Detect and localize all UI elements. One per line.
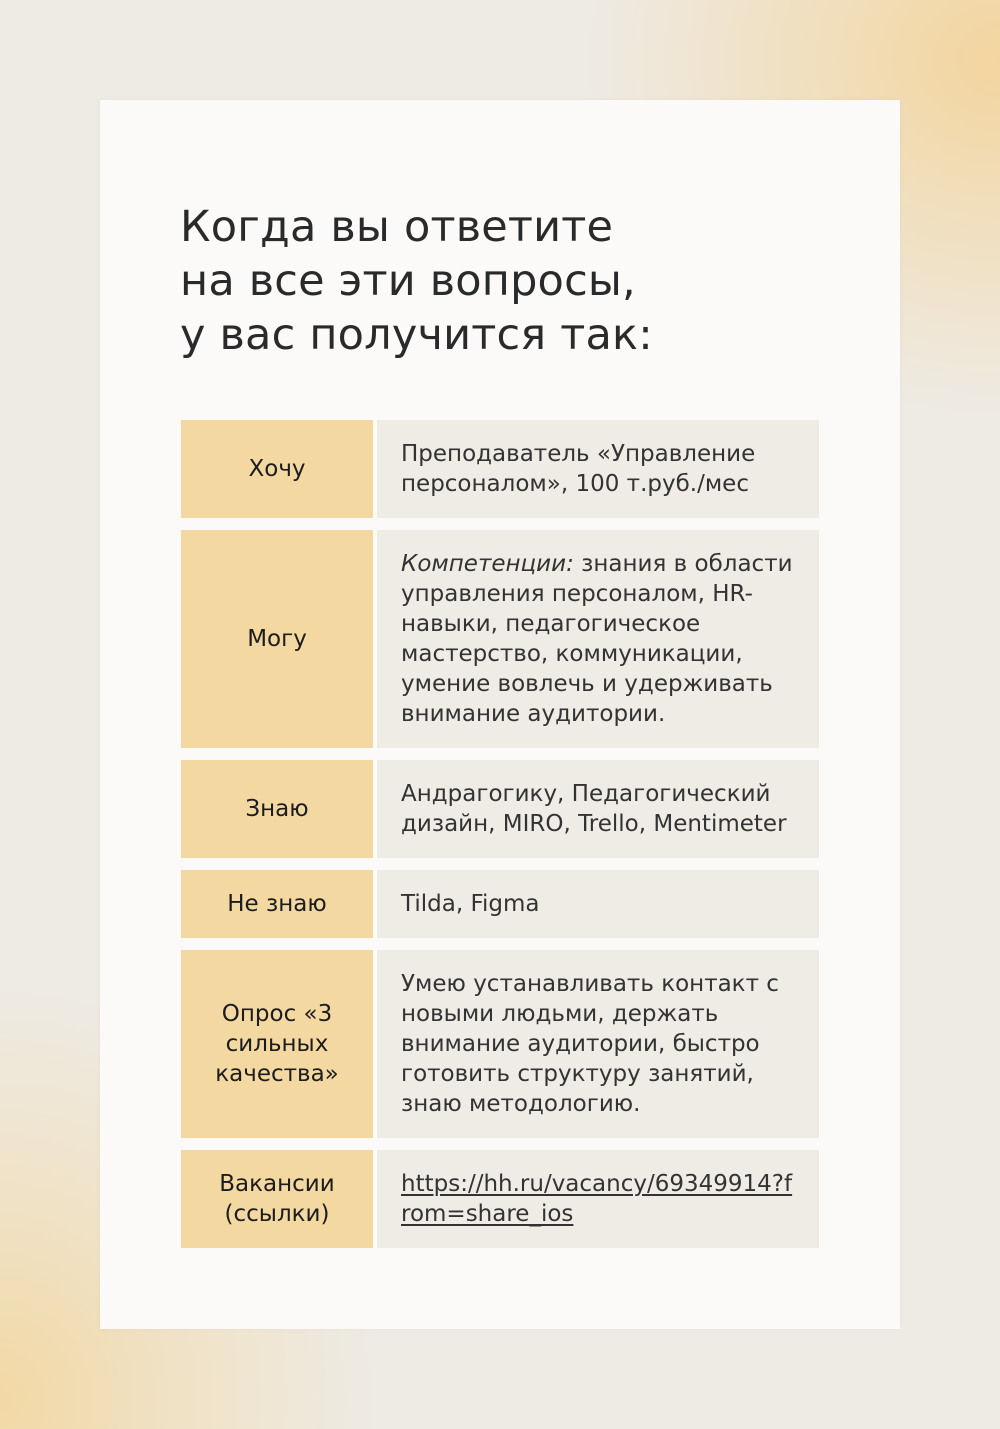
row-survey	[181, 950, 819, 1138]
row-vacancies	[181, 1150, 819, 1248]
row-label-know: Знаю	[181, 760, 373, 858]
vacancy-link[interactable]: https://hh.ru/vacancy/69349914?from=share_ios	[401, 1171, 793, 1227]
row-dont-know	[181, 870, 819, 938]
page-title	[180, 200, 820, 362]
row-label-vacancies: Вакансии (ссылки)	[181, 1150, 373, 1248]
can-text	[401, 549, 799, 729]
row-value-know	[377, 760, 819, 858]
row-label-want: Хочу	[181, 420, 373, 518]
survey-text: Умею устанавливать контакт с новыми людьми, держать внимание аудитории, быстро готовить структуру занятий, знаю методологию.	[401, 971, 779, 1117]
row-can	[181, 530, 819, 748]
row-value-want	[377, 420, 819, 518]
dont-know-text: Tilda, Figma	[401, 891, 540, 917]
want-text: Преподаватель «Управление персоналом», 100 т.руб./мес	[401, 441, 756, 497]
row-value-vacancies	[377, 1150, 819, 1248]
row-value-can	[377, 530, 819, 748]
title-line-3: у вас получится так:	[180, 310, 653, 360]
title-line-2: на все эти вопросы,	[180, 256, 636, 306]
row-want	[181, 420, 819, 518]
title-line-1: Когда вы ответите	[180, 202, 614, 252]
row-label-survey: Опрос «3 сильных качества»	[181, 950, 373, 1138]
row-know	[181, 760, 819, 858]
row-label-dont-know: Не знаю	[181, 870, 373, 938]
content-card	[100, 100, 900, 1329]
competencies-text: знания в области управления персоналом, HR-навыки, педагогическое мастерство, коммуникации, умение вовлечь и удерживать внимание аудитории.	[401, 551, 793, 727]
row-label-can: Могу	[181, 530, 373, 748]
row-value-survey	[377, 950, 819, 1138]
know-text: Андрагогику, Педагогический дизайн, MIRO, Trello, Mentimeter	[401, 781, 787, 837]
competencies-prefix: Компетенции:	[401, 551, 574, 577]
row-value-dont-know	[377, 870, 819, 938]
